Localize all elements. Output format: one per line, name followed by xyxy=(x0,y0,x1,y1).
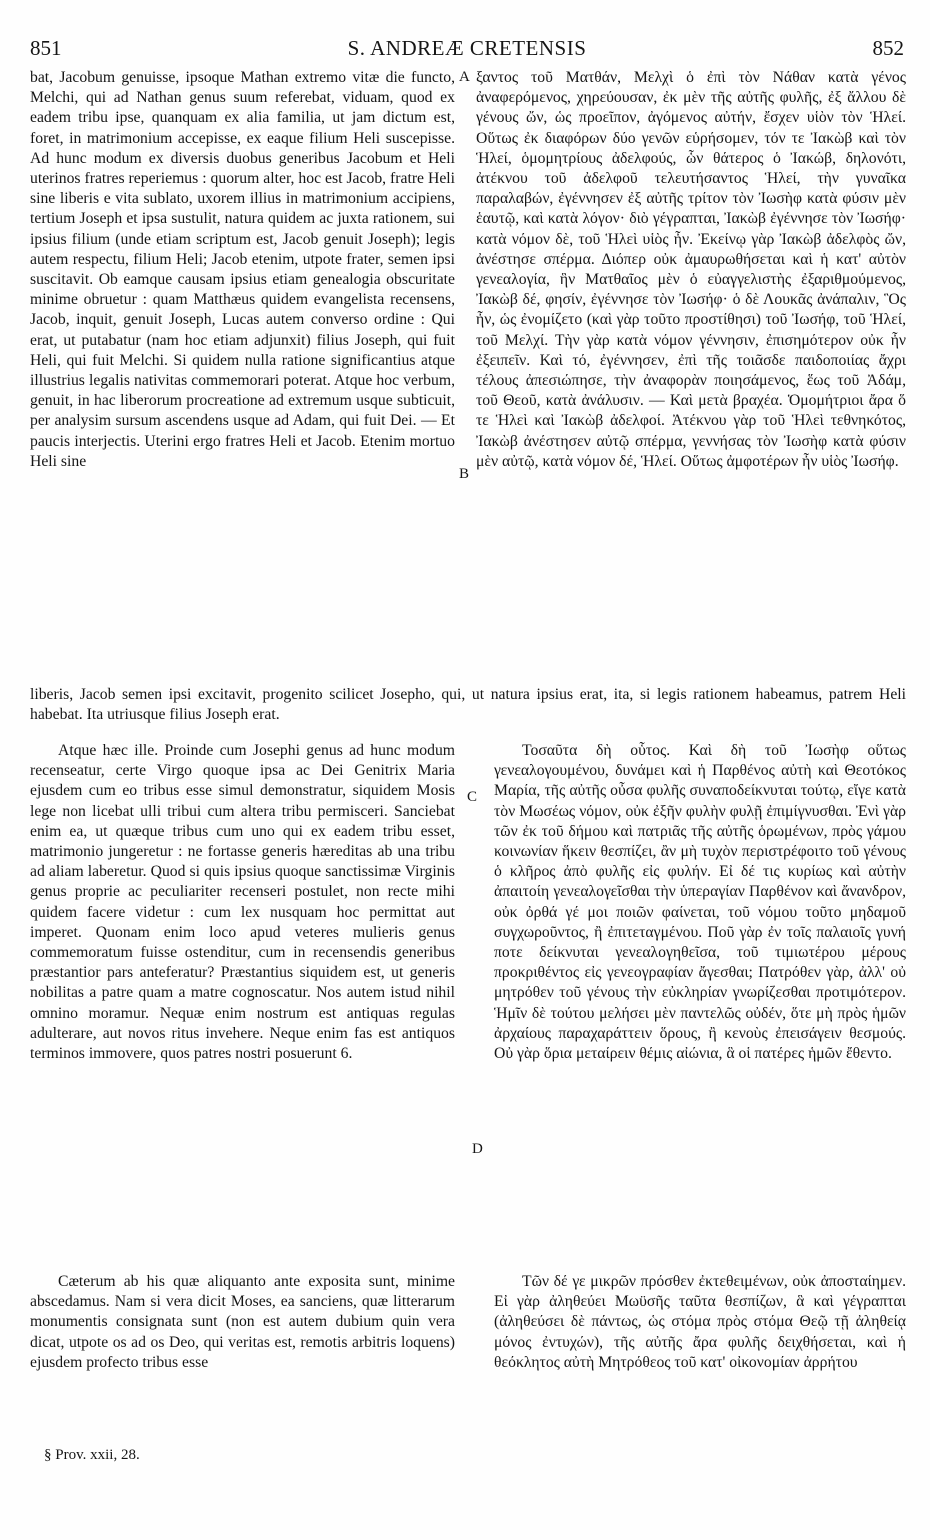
page-number-right: 852 xyxy=(872,36,904,60)
page-number-left: 851 xyxy=(30,36,62,60)
latin-paragraph-d: Cæterum ab his quæ aliquanto ante exposita sunt, minime abscedamus. Nam si vera dicit Moses, ea sanciens, quæ litterarum monumentis consignata sunt (non est autem dubium quin vera dicat, utpote os ad os Deo, qui veritas est, remotis arbitris loquens) ejusdem profecto tribus esse xyxy=(30,1273,455,1371)
section-marker-b: B xyxy=(459,466,470,482)
section-marker-a: A xyxy=(459,69,470,85)
section-marker-c: C xyxy=(467,789,478,805)
section-marker-d: D xyxy=(472,1141,483,1157)
greek-column-d xyxy=(494,1272,906,1373)
footnote: § Prov. xxii, 28. xyxy=(44,1447,140,1463)
latin-paragraph-a: bat, Jacobum genuisse, ipsoque Mathan extremo vitæ die functo, Melchi, qui ad Nathan genus suum referebat, viduam, quod ex eadem tribu ipse, quanquam ex alia familia, ut jam dictum est, foret, in matrimonium accepisse, ex eaque filium Heli suscepisse. Ad hunc modum ex diversis duobus generibus Jacobum et Heli uterinos fratres reperiemus : quorum alter, hoc est Jacob, fratre Heli sine liberis e vita sublato, uxorem illius in matrimonium accipiens, tertium Joseph et ipsa sustulit, natura quidem ac juxta rationem, sui ipsius filium (unde etiam scriptum est, Jacob genuit Joseph); legis autem respectu, filium Heli; Jacob etenim, utpote frater, semen ipsi suscitavit. Ob eamque causam ipsius etiam genealogia obscuritate minime obruetur : quam Matthæus quidem evangelista recensens, Jacob, inquit, genuit Joseph, Lucas autem converso ordine : Qui erat, ut putabatur (nam hoc etiam adjunxit) filius Joseph, qui fuit Heli, qui fuit Melchi. Si quidem nulla ratione significantius atque illustrius legalis nativitas commemorari poterat. Atque hoc verbum, genuit, in hac liberorum procreatione ad extremum usque subticuit, per analysim sursum ascendens usque ad Adam, qui fuit Dei. — Et paucis interjectis. Uterini ergo fratres Heli et Jacob. Etenim mortuo Heli sine xyxy=(30,69,455,470)
greek-column-a xyxy=(476,68,906,472)
running-title: S. ANDREÆ CRETENSIS xyxy=(347,36,587,60)
latin-column-a xyxy=(30,68,455,472)
latin-joint-paragraph: liberis, Jacob semen ipsi excitavit, progenito scilicet Josepho, qui, ut natura ipsius erat, ita, si legis rationem habeamus, patrem Heli habebat. Ita utriusque filius Joseph erat. xyxy=(30,686,906,724)
greek-paragraph-c: Τοσαῦτα δὴ οὗτος. Καὶ δὴ τοῦ Ἰωσὴφ οὕτως γενεαλογουμένου, δυνάμει καὶ ἡ Παρθένος αὐτὴ καὶ Θεοτόκος Μαρία, τῆς αὐτῆς οὖσα φυλῆς συναποδείκνυται τούτῳ, εἴγε κατὰ τὸν Μωσέως νόμον, οὐκ ἐξῆν φυλὴν φυλῇ ἐπιμίγνυσθαι. Ἐνὶ γὰρ τῶν ἐκ τοῦ δήμου καὶ πατριᾶς τῆς αὐτῆς ὁρωμένων, πρὸς γάμου κοινωνίαν ἥκειν θεσπίζει, ἂν μὴ τυχὸν περιστρέφοιτο τοῦ γένους ὁ κλῆρος ἀπὸ φυλῆς εἰς φυλήν. Εἰ δέ τις κυρίως καὶ αὐτὴν ἀπαιτοίη γενεαλογεῖσθαι τὴν ὑπεραγίαν Παρθένον καὶ ἄνανδρον, οὐκ ὀρθά γέ μοι ποιῶν φαίνεται, τοῦ νόμου τοῦτο μηδαμοῦ συγχωροῦντος, ἢ ἐπιτεταγμένου. Ποῦ γὰρ ἐν τοῖς παλαιοῖς γυνή ποτε δείκνυται γενεαλογηθεῖσα, τοῦ τιμιωτέρου μέρους προκριθέντος εἰς γενεογραφίαν ἄγεσθαι; Πατρόθεν γὰρ, ἀλλ' οὐ μητρόθεν τοῦ γένους τὴν εὐκληρίαν γνωρίζεσθαι προτιμότερον. Ἡμῖν δὲ τούτου μελήσει μὲν παντελῶς οὐδέν, ὅτε μὴ πρὸς ἡμῶν ἀρχαίους παραχαράττειν ὅρους, ἢ κενοὺς ἐπεισάγειν θεσμούς. Οὐ γὰρ ὅρια μεταίρειν θέμις αἰώνια, ἃ οἱ πατέρες ἡμῶν ἔθεντο. xyxy=(494,742,906,1063)
latin-column-c xyxy=(30,741,455,1064)
latin-column-d xyxy=(30,1272,455,1373)
greek-column-c xyxy=(494,741,906,1064)
running-header xyxy=(30,36,904,66)
greek-paragraph-d: Τῶν δέ γε μικρῶν πρόσθεν ἐκτεθειμένων, οὐκ ἀποσταίημεν. Εἰ γὰρ ἀληθεύει Μωϋσῆς ταῦτα θεσπίζων, ἃ καὶ γέγραπται (ἀληθεύσει δὲ πάντως, ὡς στόμα πρὸς στόμα Θεῷ τῇ ἀληθείᾳ μόνος ἐντυχών), τῆς αὐτῆς ἄρα φυλῆς δειχθήσεται, καὶ ἡ θεόκλητος αὐτὴ Μητρόθεος τοῦ κατ' οἰκονομίαν ἀρρήτου xyxy=(494,1273,906,1371)
greek-paragraph-a: ξαντος τοῦ Ματθάν, Μελχὶ ὁ ἐπὶ τὸν Νάθαν κατὰ γένος ἀναφερόμενος, χηρεύουσαν, ἐκ μὲν τῆς αὐτῆς φυλῆς, ἐξ ἄλλου δὲ γένους ὤν, ὡς προεῖπον, ἀγόμενος αὐτήν, ἔσχεν υἱὸν τὸν Ἡλεί. Οὕτως ἐκ διαφόρων δύο γενῶν εὑρήσομεν, τόν τε Ἰακὼβ καὶ τὸν Ἡλεί, ὁμομητρίους ἀδελφούς, ὧν θάτερος ὁ Ἰακώβ, δηλονότι, ἀτέκνου τοῦ ἀδελφοῦ τελευτήσαντος Ἡλεί, τὴν γυναῖκα παραλαβών, ἐγέννησεν ἐξ αὐτῆς τρίτον τὸν Ἰωσὴφ κατὰ φύσιν μὲν ἑαυτῷ, καὶ κατὰ λόγον· διὸ γέγραπται, Ἰακὼβ ἐγέννησε τὸν Ἰωσήφ· κατὰ νόμον δὲ, τοῦ Ἡλεὶ υἱὸς ἦν. Ἐκείνῳ γὰρ Ἰακὼβ ἀδελφὸς ὤν, ἀνέστησε σπέρμα. Διόπερ οὐκ ἀμαυρωθήσεται καὶ ἡ κατ' αὐτὸν γενεαλογία, ἣν Ματθαῖος μὲν ὁ εὐαγγελιστὴς ἐξαριθμούμενος, Ἰακὼβ δέ, φησίν, ἐγέννησε τὸν Ἰωσήφ· ὁ δὲ Λουκᾶς ἀνάπαλιν, Ὃς ἦν, ὡς ἐνομίζετο (καὶ γὰρ τοῦτο προστίθησι) τοῦ Ἰωσήφ, τοῦ Ἡλεί, τοῦ Μελχί. Τὴν γὰρ κατὰ νόμον γέννησιν, ἐπισημότερον οὐκ ἦν ἐξειπεῖν. Καὶ τό, ἐγέννησεν, ἐπὶ τῆς τοιᾶσδε παιδοποιίας ἄχρι τέλους ἀπεσιώπησε, τὴν ἀναφορὰν ποιησάμενος, ἕως τοῦ Ἀδάμ, τοῦ Θεοῦ, κατὰ ἀνάλυσιν. — Καὶ μετὰ βραχέα. Ὁμομήτριοι ἄρα ὅ τε Ἡλεὶ καὶ Ἰακὼβ ἀδελφοί. Ἀτέκνου γὰρ τοῦ Ἡλεὶ τεθνηκότος, Ἰακὼβ ἀνέστησεν αὐτῷ σπέρμα, γεννήσας τὸν Ἰωσὴφ κατὰ φύσιν μὲν αὐτῷ, κατὰ νόμον δέ, Ἡλεί. Οὕτως ἀμφοτέρων ἦν υἱὸς Ἰωσήφ. xyxy=(476,69,906,470)
latin-spanning-line xyxy=(30,685,906,725)
latin-paragraph-c: Atque hæc ille. Proinde cum Josephi genus ad hunc modum recenseatur, certe Virgo quoque ipsa ac Dei Genitrix Maria ejusdem cum eo tribus esse simul demonstratur, siquidem Mosis lege non licebat ulli tribui cum altera tribu permisceri. Sanciebat enim ea, ut quæque tribus cum uno qui ex eadem tribu esset, matrimonio jungeretur : ne fortasse generis hæreditas ab una tribu ad aliam laberetur. Quod si quis ipsius quoque sanctissimæ Virginis genus proprie ac peculiariter recenseri postulet, non recte mihi quidem facere videtur : cum lex nusquam hoc permittat aut imperet. Quonam enim loco apud veteres mulieris genus commemoratum fuisse ostenditur, cum in recensendis generibus præstantior pars anteferatur? Præstantius siquidem est, ut generis nobilitas a patre quam a matre cognoscatur. Nos autem istud nihil omnino moramur. Nequæ enim nostrum est antiquas regulas adulterare, aut novos ritus invehere. Neque enim fas est antiquos terminos immovere, quos patres nostri posuerunt 6. xyxy=(30,742,455,1063)
